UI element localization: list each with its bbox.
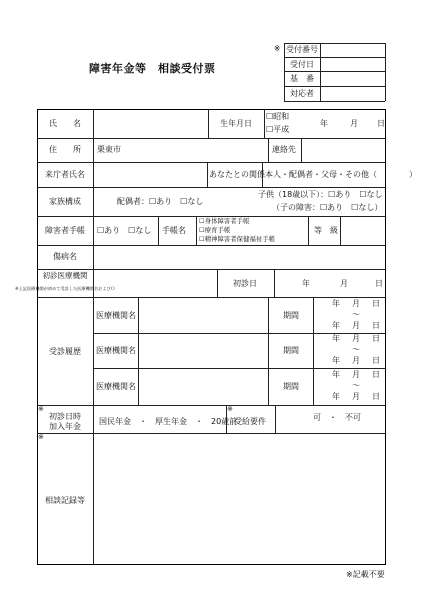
family-label: 家族構成 bbox=[49, 197, 81, 206]
pension-asterisk: ※ bbox=[38, 405, 44, 413]
illness-label: 傷病名 bbox=[53, 252, 77, 261]
handler-label: 対応者 bbox=[290, 89, 314, 98]
reception-date-field[interactable] bbox=[321, 58, 384, 71]
pension-label-2: 加入年金 bbox=[49, 422, 81, 431]
birth-day-unit: 日 bbox=[377, 119, 385, 128]
h1-m2: 月 bbox=[352, 321, 360, 330]
reception-date-label: 受付日 bbox=[290, 60, 314, 69]
visitor-name-field[interactable] bbox=[95, 164, 205, 185]
h2-y2: 年 bbox=[332, 356, 340, 365]
address-label: 住 所 bbox=[49, 145, 81, 154]
h2-tilde: ～ bbox=[352, 345, 360, 354]
requirement-label: 受給要件 bbox=[234, 417, 266, 426]
h2-y1: 年 bbox=[332, 334, 340, 343]
illness-field[interactable] bbox=[95, 247, 385, 268]
visitor-name-label: 来庁者氏名 bbox=[45, 170, 85, 179]
reception-number-field[interactable] bbox=[321, 44, 384, 57]
birth-year-unit: 年 bbox=[320, 119, 328, 128]
record-asterisk: ※ bbox=[38, 433, 44, 441]
h2-m1: 月 bbox=[352, 334, 360, 343]
requirement-asterisk: ※ bbox=[227, 405, 233, 413]
history-clinic-label-1: 医療機関名 bbox=[96, 311, 136, 320]
h2-m2: 月 bbox=[352, 356, 360, 365]
not-required-note: ※記載不要 bbox=[346, 570, 385, 579]
first-visit-month-unit: 月 bbox=[340, 279, 348, 288]
first-clinic-note: ※上記医療機関が初めて受診した医療機関名およびＯ bbox=[15, 286, 115, 291]
grade-field[interactable] bbox=[342, 218, 385, 244]
h3-d1: 日 bbox=[372, 370, 380, 379]
record-label: 相談記録等 bbox=[45, 496, 85, 505]
base-number-field[interactable] bbox=[321, 72, 384, 85]
relation-options[interactable]: 本人・配偶者・父母・その他（ ） bbox=[265, 170, 417, 179]
pension-label-1: 初診日時 bbox=[49, 412, 81, 421]
history-period-label-3: 期間 bbox=[283, 382, 299, 391]
contact-field[interactable] bbox=[303, 140, 385, 161]
spouse-options[interactable]: 配偶者：☐あり ☐なし bbox=[117, 197, 204, 206]
handbook-ryoiku[interactable]: ☐療育手帳 bbox=[199, 226, 231, 234]
record-field[interactable] bbox=[95, 435, 385, 563]
pension-options[interactable]: 国民年金 ・ 厚生年金 ・ 20歳前 bbox=[99, 417, 238, 426]
child-disability-options[interactable]: （子の障害：☐あり ☐なし） bbox=[272, 203, 383, 212]
reception-number-label: 受付番号 bbox=[286, 45, 318, 54]
child-options[interactable]: 子供（18歳以下）：☐あり ☐なし bbox=[258, 190, 383, 199]
history-clinic-field-3[interactable] bbox=[140, 370, 266, 403]
h2-d2: 日 bbox=[372, 356, 380, 365]
h3-y1: 年 bbox=[332, 370, 340, 379]
history-clinic-label-2: 医療機関名 bbox=[96, 346, 136, 355]
handbook-type-label: 手帳名 bbox=[162, 226, 186, 235]
h1-d2: 日 bbox=[372, 321, 380, 330]
h1-y2: 年 bbox=[332, 321, 340, 330]
grade-label: 等 級 bbox=[314, 226, 338, 235]
h3-m2: 月 bbox=[352, 392, 360, 401]
base-number-label: 基 番 bbox=[290, 74, 314, 83]
first-visit-date-label: 初診日 bbox=[233, 279, 257, 288]
birth-month-unit: 月 bbox=[350, 119, 358, 128]
first-visit-day-unit: 日 bbox=[375, 279, 383, 288]
history-label: 受診履歴 bbox=[49, 347, 81, 356]
h3-d2: 日 bbox=[372, 392, 380, 401]
handbook-options[interactable]: ☐あり ☐なし bbox=[97, 226, 152, 235]
name-label: 氏 名 bbox=[49, 119, 81, 128]
h3-tilde: ～ bbox=[352, 381, 360, 390]
handbook-label: 障害者手帳 bbox=[45, 226, 85, 235]
history-clinic-label-3: 医療機関名 bbox=[96, 382, 136, 391]
h1-tilde: ～ bbox=[352, 310, 360, 319]
h3-y2: 年 bbox=[332, 392, 340, 401]
first-visit-year-unit: 年 bbox=[302, 279, 310, 288]
handbook-physical[interactable]: ☐身体障害者手帳 bbox=[199, 217, 250, 225]
birth-date-label: 生年月日 bbox=[220, 119, 252, 128]
relation-label: あなたとの関係 bbox=[209, 170, 265, 179]
address-value[interactable]: 栗東市 bbox=[97, 145, 121, 154]
h1-m1: 月 bbox=[352, 299, 360, 308]
requirement-options[interactable]: 可 ・ 不可 bbox=[313, 413, 361, 422]
first-clinic-label: 初診医療機関 bbox=[42, 271, 88, 280]
history-period-label-1: 期間 bbox=[283, 311, 299, 320]
handbook-mental[interactable]: ☐精神障害者保健福祉手帳 bbox=[199, 235, 276, 243]
history-period-label-2: 期間 bbox=[283, 346, 299, 355]
page-title: 障害年金等 相談受付票 bbox=[89, 62, 216, 75]
name-field[interactable] bbox=[95, 111, 207, 137]
h3-m1: 月 bbox=[352, 370, 360, 379]
h2-d1: 日 bbox=[372, 334, 380, 343]
history-clinic-field-2[interactable] bbox=[140, 335, 266, 367]
h1-d1: 日 bbox=[372, 299, 380, 308]
era-heisei-checkbox[interactable]: ☐平成 bbox=[266, 125, 290, 134]
era-showa-checkbox[interactable]: ☐昭和 bbox=[266, 112, 290, 121]
h1-y1: 年 bbox=[332, 299, 340, 308]
reception-asterisk: ※ bbox=[274, 44, 281, 53]
handler-field[interactable] bbox=[321, 87, 384, 100]
first-clinic-field[interactable] bbox=[95, 271, 215, 296]
history-clinic-field-1[interactable] bbox=[140, 299, 266, 331]
contact-label: 連絡先 bbox=[272, 145, 296, 154]
